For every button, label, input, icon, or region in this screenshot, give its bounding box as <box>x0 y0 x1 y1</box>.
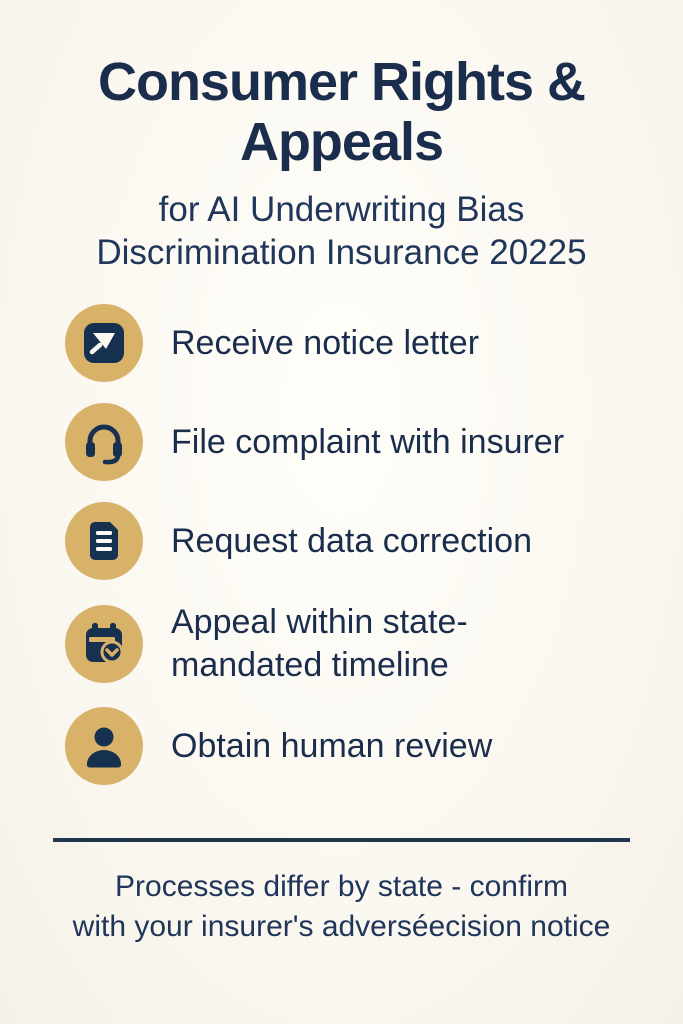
list-item-label: Request data correction <box>171 522 532 561</box>
list-item-appeal-timeline <box>65 601 683 686</box>
footer-note-line1: Processes differ by state - confirm <box>115 870 568 904</box>
page-title-line2: Appeals <box>239 112 444 173</box>
mail-receive-icon <box>65 304 143 382</box>
footer-note-line2: with your insurer's adverséecision notice <box>72 909 611 943</box>
page-title <box>98 52 585 173</box>
footer-divider <box>53 838 630 842</box>
document-icon <box>65 502 143 580</box>
page-subtitle-line1: for AI Underwriting Bias <box>158 189 525 229</box>
page-subtitle-line2: Discrimination Insurance 20225 <box>96 232 587 272</box>
person-icon <box>65 707 143 785</box>
list-item-label: Receive notice letter <box>171 324 480 363</box>
list-item-human-review <box>65 707 683 785</box>
list-item-label: Appeal within state-mandated timeline <box>171 603 468 684</box>
list-item-receive-notice <box>65 304 683 382</box>
headset-icon <box>65 403 143 481</box>
list-item-label: Obtain human review <box>171 727 493 766</box>
list-item-file-complaint <box>65 403 683 481</box>
page-title-line1: Consumer Rights & <box>97 52 586 112</box>
list-item-label: File complaint with insurer <box>171 423 565 462</box>
page-subtitle <box>96 189 586 274</box>
rights-step-list <box>0 304 683 806</box>
footer-note <box>73 867 611 946</box>
calendar-check-icon <box>65 605 143 683</box>
list-item-request-correction <box>65 502 683 580</box>
